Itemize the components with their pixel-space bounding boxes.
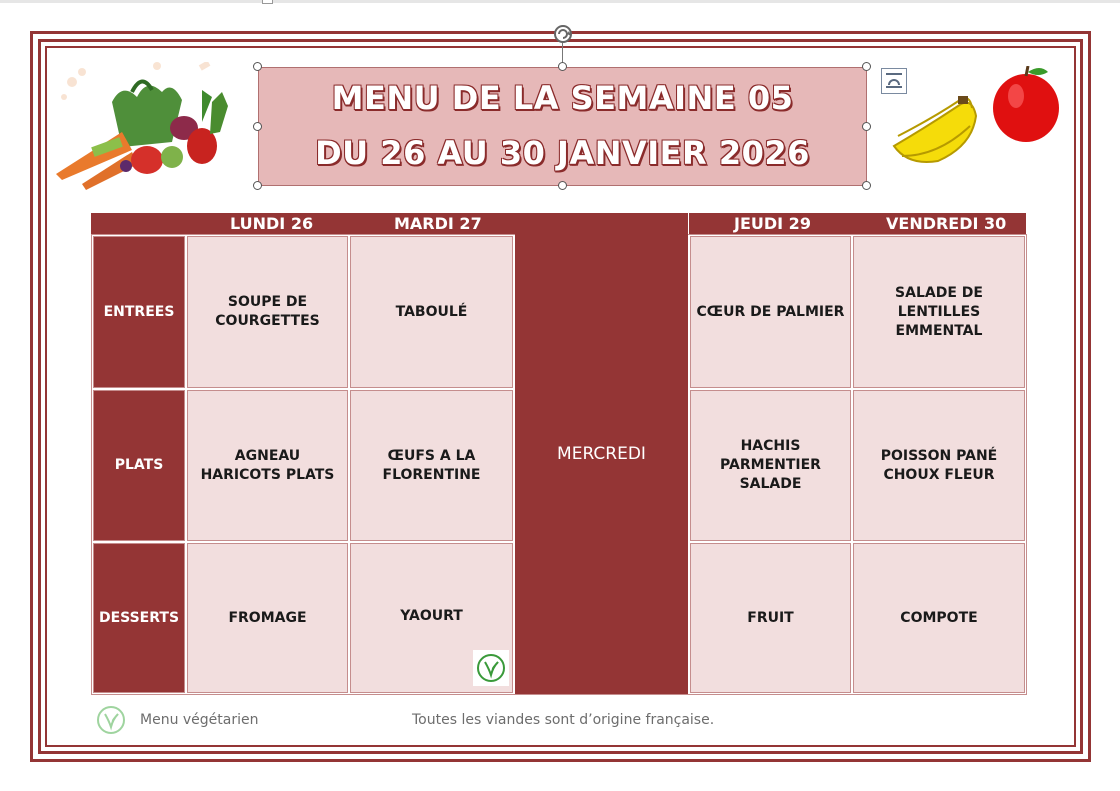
- row-header-plats: PLATS: [93, 390, 185, 541]
- leaf-in-circle-icon: [96, 705, 126, 735]
- window-top-edge: [0, 0, 1120, 3]
- day-header-tuesday: MARDI 27: [394, 214, 482, 233]
- row-header-desserts: DESSERTS: [93, 543, 185, 693]
- rotate-handle-icon[interactable]: [552, 23, 574, 45]
- wednesday-label: MERCREDI: [557, 443, 646, 464]
- leaf-in-circle-icon: [476, 653, 506, 683]
- title-dates: DU 26 AU 30 JANVIER 2026: [315, 134, 810, 172]
- menu-cell: POISSON PANÉ CHOUX FLEUR: [853, 390, 1025, 541]
- menu-cell: ŒUFS A LA FLORENTINE: [350, 390, 513, 541]
- menu-cell: FRUIT: [690, 543, 851, 693]
- vegetarian-badge: [473, 650, 509, 686]
- ruler-marker: [262, 0, 273, 4]
- menu-cell: CŒUR DE PALMIER: [690, 236, 851, 388]
- menu-cell: FROMAGE: [187, 543, 348, 693]
- resize-handle-nw[interactable]: [253, 62, 262, 71]
- origin-note: Toutes les viandes sont d’origine française.: [412, 712, 715, 728]
- vegetables-illustration: [52, 62, 238, 202]
- resize-handle-e[interactable]: [862, 122, 871, 131]
- resize-handle-s[interactable]: [558, 181, 567, 190]
- title-banner[interactable]: [258, 67, 867, 186]
- row-header-entrees: ENTREES: [93, 236, 185, 388]
- menu-cell: HACHIS PARMENTIER SALADE: [690, 390, 851, 541]
- menu-cell: TABOULÉ: [350, 236, 513, 388]
- menu-cell: YAOURT: [350, 543, 513, 693]
- resize-handle-ne[interactable]: [862, 62, 871, 71]
- banana-apple-illustration: [888, 66, 1064, 182]
- day-header-monday: LUNDI 26: [230, 214, 314, 233]
- day-header-friday: VENDREDI 30: [886, 214, 1007, 233]
- title-week: MENU DE LA SEMAINE 05: [331, 79, 794, 117]
- menu-cell: AGNEAU HARICOTS PLATS: [187, 390, 348, 541]
- day-header-left: [91, 213, 515, 234]
- vegetarian-legend: Menu végétarien: [140, 712, 259, 728]
- menu-cell: SALADE DE LENTILLES EMMENTAL: [853, 236, 1025, 388]
- menu-cell: SOUPE DE COURGETTES: [187, 236, 348, 388]
- resize-handle-sw[interactable]: [253, 181, 262, 190]
- menu-cell: COMPOTE: [853, 543, 1025, 693]
- day-header-right: [689, 213, 1026, 234]
- resize-handle-se[interactable]: [862, 181, 871, 190]
- wednesday-column: [515, 213, 688, 694]
- resize-handle-n[interactable]: [558, 62, 567, 71]
- day-header-thursday: JEUDI 29: [734, 214, 811, 233]
- resize-handle-w[interactable]: [253, 122, 262, 131]
